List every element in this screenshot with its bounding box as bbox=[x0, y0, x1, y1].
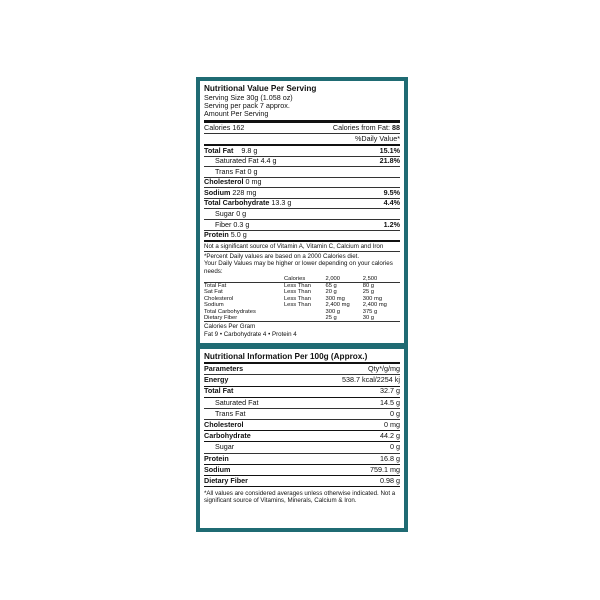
table-row bbox=[204, 442, 400, 453]
nutrient-row bbox=[204, 157, 400, 168]
daily-value-header: %Daily Value* bbox=[354, 133, 400, 143]
nutrient-amount: 4.4 g bbox=[260, 156, 277, 166]
table-cell: 25 g bbox=[325, 315, 337, 322]
amount-per-serving: Amount Per Serving bbox=[204, 109, 269, 119]
table-cell: Dietary Fiber bbox=[204, 315, 238, 322]
nutrient-amount: 0.3 g bbox=[233, 219, 250, 229]
nutrient-name: Total Fat bbox=[204, 145, 234, 155]
table-row bbox=[204, 454, 400, 465]
footnote-line-1: *Percent Daily values are based on a 2000 Calories diet. bbox=[204, 253, 360, 261]
table-header-row bbox=[204, 276, 400, 283]
table-row bbox=[204, 387, 400, 398]
table-cell: 300 mg bbox=[362, 295, 383, 302]
calories-per-gram bbox=[204, 322, 400, 338]
table-header-cell: Calories bbox=[283, 275, 306, 282]
nutrient-name: Sodium bbox=[204, 187, 231, 197]
parameter-value: 0 g bbox=[390, 408, 400, 418]
table-cell: Sodium bbox=[204, 302, 224, 309]
parameter-value: 538.7 kcal/2254 kj bbox=[342, 375, 400, 385]
table-row bbox=[204, 315, 400, 322]
label2-rows bbox=[204, 375, 400, 487]
nutrient-daily-value: 21.8% bbox=[379, 156, 400, 166]
nutrient-row bbox=[204, 188, 400, 199]
daily-values-table bbox=[204, 276, 400, 323]
parameter-value: 32.7 g bbox=[380, 386, 400, 396]
nutrient-amount: 13.3 g bbox=[271, 198, 292, 208]
parameter-value: 0 mg bbox=[384, 419, 400, 429]
parameter-name: Dietary Fiber bbox=[204, 475, 248, 485]
calories-text: Calories 162 bbox=[204, 123, 245, 133]
parameter-name: Carbohydrate bbox=[204, 431, 251, 441]
calories-per-gram-title: Calories Per Gram bbox=[204, 323, 256, 331]
calories-from-fat bbox=[333, 124, 400, 132]
parameter-value: 16.8 g bbox=[380, 453, 400, 463]
label2-header-row bbox=[204, 364, 400, 375]
parameter-value: 44.2 g bbox=[380, 431, 400, 441]
nutrient-name: Fiber bbox=[215, 219, 232, 229]
table-cell: 20 g bbox=[325, 289, 337, 296]
nutrient-amount: 0 g bbox=[236, 209, 247, 219]
table-row bbox=[204, 476, 400, 487]
parameter-name: Total Fat bbox=[204, 386, 234, 396]
table-row bbox=[204, 283, 400, 290]
parameter-name: Energy bbox=[204, 375, 229, 385]
nutrient-row bbox=[204, 146, 400, 157]
table-row bbox=[204, 375, 400, 386]
table-row bbox=[204, 409, 400, 420]
table-cell: Sat Fat bbox=[204, 289, 223, 296]
nutrient-amount: 228 mg bbox=[232, 187, 257, 197]
table-header-cell: 2,500 bbox=[362, 275, 378, 282]
vitamins-note: Not a significant source of Vitamin A, Vitamin C, Calcium and Iron bbox=[204, 242, 400, 252]
table-cell: 2,400 mg bbox=[325, 302, 350, 309]
parameter-value: 0.98 g bbox=[380, 475, 400, 485]
nutrient-amount: 5.0 g bbox=[230, 230, 247, 240]
table-cell: Cholesterol bbox=[204, 295, 234, 302]
nutrient-row bbox=[204, 167, 400, 178]
parameter-name: Saturated Fat bbox=[215, 397, 259, 407]
parameter-name: Sodium bbox=[204, 464, 231, 474]
nutrient-daily-value: 15.1% bbox=[379, 145, 400, 155]
table-cell: 25 g bbox=[362, 289, 375, 296]
section-divider bbox=[200, 343, 404, 349]
nutrient-name: Protein bbox=[204, 230, 229, 240]
nutrient-name: Sugar bbox=[215, 209, 235, 219]
thick-divider bbox=[204, 120, 400, 123]
nutrient-name: Total Carbohydrate bbox=[204, 198, 270, 208]
nutrient-row bbox=[204, 231, 400, 243]
footnote-line-2: Your Daily Values may be higher or lower depending on your calories needs: bbox=[204, 260, 393, 275]
table-cell: 300 g bbox=[325, 308, 341, 315]
table-cell: Less Than bbox=[283, 289, 311, 296]
table-row bbox=[204, 398, 400, 409]
quantity-header: Qty*/g/mg bbox=[368, 364, 400, 374]
table-header-cell bbox=[204, 276, 284, 283]
label2-title: Nutritional Information Per 100g (Approx.) bbox=[204, 352, 400, 365]
nutrient-name: Saturated Fat bbox=[215, 156, 259, 166]
calories-from-fat-value: 88 bbox=[392, 123, 400, 133]
nutrient-row bbox=[204, 209, 400, 220]
table-cell bbox=[284, 315, 326, 322]
parameter-name: Sugar bbox=[215, 442, 235, 452]
nutrient-amount: 0 mg bbox=[245, 177, 262, 187]
parameter-value: 759.1 mg bbox=[370, 464, 400, 474]
table-cell: Less Than bbox=[283, 302, 311, 309]
parameters-header: Parameters bbox=[204, 364, 244, 374]
calories-from-fat-label: Calories from Fat: bbox=[332, 123, 390, 133]
table-cell: Less Than bbox=[283, 295, 311, 302]
nutrient-amount: 0 g bbox=[247, 166, 258, 176]
nutrient-row bbox=[204, 199, 400, 210]
nutrient-daily-value: 4.4% bbox=[383, 198, 400, 208]
nutrient-row bbox=[204, 220, 400, 231]
parameter-name: Trans Fat bbox=[215, 408, 246, 418]
label1-title: Nutritional Value Per Serving bbox=[204, 84, 317, 93]
servings-per-pack: Serving per pack 7 approx. bbox=[204, 100, 290, 110]
daily-values-footnote bbox=[204, 252, 400, 275]
nutrient-daily-value: 9.5% bbox=[383, 187, 400, 197]
table-row bbox=[204, 431, 400, 442]
table-cell: 300 mg bbox=[325, 295, 345, 302]
nutrient-name: Trans Fat bbox=[215, 166, 246, 176]
table-cell: 80 g bbox=[362, 283, 375, 290]
parameter-name: Protein bbox=[204, 453, 229, 463]
calories-row bbox=[204, 124, 400, 135]
table-cell: 65 g bbox=[325, 283, 337, 290]
parameter-name: Cholesterol bbox=[204, 419, 244, 429]
table-cell: Total Fat bbox=[204, 283, 227, 290]
table-cell: 30 g bbox=[362, 315, 375, 322]
parameter-value: 0 g bbox=[390, 442, 400, 452]
nutrient-amount: 9.8 g bbox=[241, 145, 258, 155]
table-cell: Total Carbohydrates bbox=[204, 308, 256, 315]
table-row bbox=[204, 420, 400, 431]
nutrition-label-content bbox=[200, 81, 404, 528]
label2-footnote: *All values are considered averages unless otherwise indicated. Not a significant source of Vitamins, Minerals, Calcium & Iron. bbox=[204, 490, 396, 505]
table-row bbox=[204, 465, 400, 476]
daily-value-header-row bbox=[204, 134, 400, 146]
serving-size: Serving Size 30g (1.058 oz) bbox=[204, 92, 293, 102]
nutrient-row bbox=[204, 178, 400, 189]
nutrient-name: Cholesterol bbox=[204, 177, 244, 187]
nutrition-label-panel bbox=[196, 77, 408, 532]
nutrient-daily-value: 1.2% bbox=[383, 219, 400, 229]
table-header-cell: 2,000 bbox=[325, 275, 341, 282]
table-cell: Less Than bbox=[283, 283, 311, 290]
table-cell: 2,400 mg bbox=[362, 302, 387, 309]
table-cell: 375 g bbox=[362, 308, 378, 315]
parameter-value: 14.5 g bbox=[380, 397, 400, 407]
calories-per-gram-values: Fat 9 • Carbohydrate 4 • Protein 4 bbox=[204, 330, 297, 338]
